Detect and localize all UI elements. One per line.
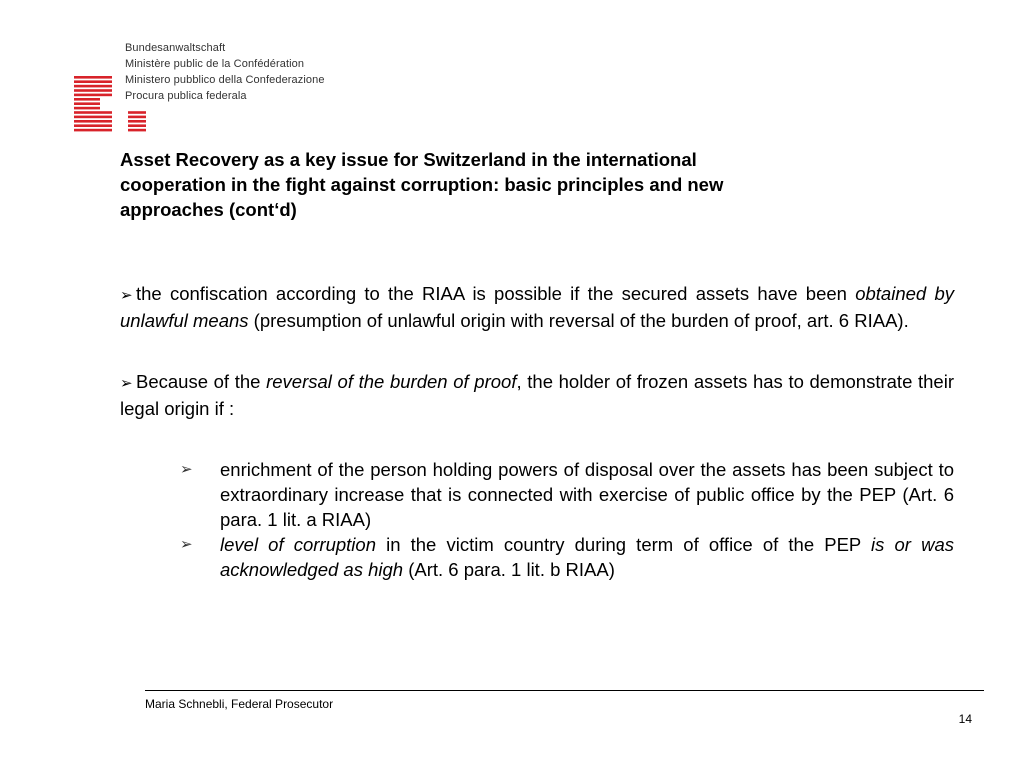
arrow-bullet-icon: ➢ <box>180 536 193 553</box>
slide-content <box>120 281 954 582</box>
sub2-text-italic-b: is or was acknowledged as high <box>220 534 954 580</box>
sub2-text-b: (Art. 6 para. 1 lit. b RIAA) <box>403 559 615 580</box>
arrow-bullet-icon: ➢ <box>120 287 133 304</box>
footer-divider <box>145 690 984 691</box>
organization-names <box>125 40 325 104</box>
sub1-text: enrichment of the person holding powers of disposal over the assets has been subject to extraordinary increase that is connected with exercise of public office by the PEP (Art. 6 para. 1 lit. a RIAA) <box>220 459 954 530</box>
arrow-bullet-icon: ➢ <box>180 461 193 478</box>
sub2-text-italic-a: level of corruption <box>220 534 376 555</box>
conditions-list <box>120 457 954 582</box>
bullet-confiscation <box>120 281 954 333</box>
arrow-bullet-icon: ➢ <box>120 375 133 392</box>
sub2-text-a: in the victim country during term of office of the PEP <box>375 534 872 555</box>
page-number: 14 <box>958 712 972 726</box>
bullet2-text-b: , the holder of frozen assets has to demonstrate their legal origin if : <box>120 371 954 419</box>
condition-enrichment <box>180 457 954 532</box>
bullet1-text-italic: obtained by unlawful means <box>120 283 954 331</box>
footer-presenter: Maria Schnebli, Federal Prosecutor <box>145 697 334 711</box>
bullet1-text-a: the confiscation according to the RIAA is possible if the secured assets have been <box>136 283 856 304</box>
bullet1-text-b: (presumption of unlawful origin with reversal of the burden of proof, art. 6 RIAA). <box>248 310 909 331</box>
title-line-3: approaches (cont‘d) <box>120 199 297 220</box>
bullet2-text-italic: reversal of the burden of proof <box>266 371 517 392</box>
org-name-de: Bundesanwaltschaft <box>125 42 226 54</box>
slide-title <box>120 147 880 222</box>
bullet-burden-of-proof <box>120 369 954 421</box>
title-line-1: Asset Recovery as a key issue for Switzerland in the international <box>120 149 697 170</box>
org-name-fr: Ministère public de la Confédération <box>125 58 305 70</box>
condition-corruption-level <box>180 532 954 582</box>
bullet2-text-a: Because of the <box>136 371 267 392</box>
org-name-it: Ministero pubblico della Confederazione <box>125 74 325 86</box>
org-name-rm: Procura publica federala <box>125 90 247 102</box>
title-line-2: cooperation in the fight against corruption: basic principles and new <box>120 174 724 195</box>
